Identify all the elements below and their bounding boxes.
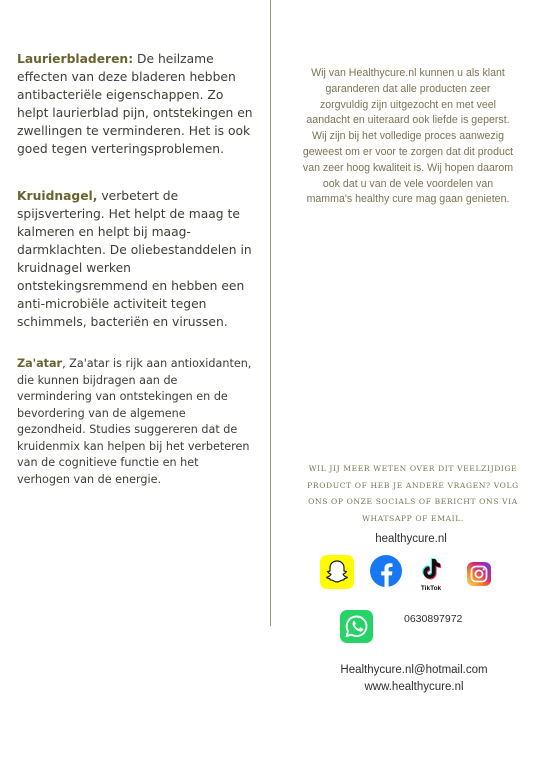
- section-text: De heilzame effecten van deze bladeren hebben antibacteriële eigenschappen. Zo helpt laurierblad pijn, ontstekingen en zwellingen te verminderen. Het is ook goed tegen verteringsproblemen.: [17, 52, 253, 156]
- email-address[interactable]: Healthycure.nl@hotmail.com: [340, 664, 488, 676]
- instagram-icon[interactable]: [467, 562, 491, 586]
- contact-call-to-action: WIL JIJ MEER WETEN OVER DIT VEELZIJDIGE PRODUCT OF HEB JE ANDERE VRAGEN? VOLG ONS OP ONZE SOCIALS OF BERICHT ONS VIA WHATSAPP OF EMAIL.: [307, 464, 519, 523]
- phone-number[interactable]: 0630897972: [404, 613, 463, 625]
- column-divider: [270, 0, 271, 626]
- section-zaatar: [17, 356, 253, 488]
- section-heading: Za'atar: [17, 357, 63, 370]
- facebook-icon[interactable]: [370, 555, 402, 587]
- snapchat-icon[interactable]: [320, 555, 354, 589]
- website-url[interactable]: www.healthycure.nl: [364, 681, 464, 693]
- guarantee-text: Wij van Healthycure.nl kunnen u als klant garanderen dat alle producten zeer zorgvuldig zijn uitgezocht en met veel aandacht en uiteraard ook liefde is geperst. Wij zijn bij het volledige proces aanwezig geweest om er voor te zorgen dat dit product van zeer hoog kwaliteit is. Wij hopen daarom ook dat u van de vele voordelen van mamma's healthy cure mag gaan genieten.: [302, 67, 514, 206]
- tiktok-icon[interactable]: [418, 556, 444, 590]
- section-heading: Kruidnagel,: [17, 189, 98, 203]
- website-label[interactable]: healthycure.nl: [375, 533, 447, 545]
- whatsapp-icon[interactable]: [340, 610, 373, 643]
- section-text: verbetert de spijsvertering. Het helpt de maag te kalmeren en helpt bij maag-darmklachten. De oliebestanddelen in kruidnagel werken ontstekingsremmend en hebben een anti-microbiële activiteit tegen schimmels, bacteriën en virussen.: [17, 189, 252, 329]
- section-heading: Laurierbladeren:: [17, 52, 134, 66]
- section-kruidnagel: [17, 187, 253, 331]
- tiktok-label: TikTok: [420, 585, 442, 592]
- section-text: , Za'atar is rijk aan antioxidanten, die kunnen bijdragen aan de vermindering van ontstekingen en de bevordering van de algemene gezondheid. Studies suggereren dat de kruidenmix kan helpen bij het verbeteren van de cognitieve functie en het verhogen van de energie.: [17, 357, 252, 486]
- section-laurierbladeren: [17, 50, 253, 158]
